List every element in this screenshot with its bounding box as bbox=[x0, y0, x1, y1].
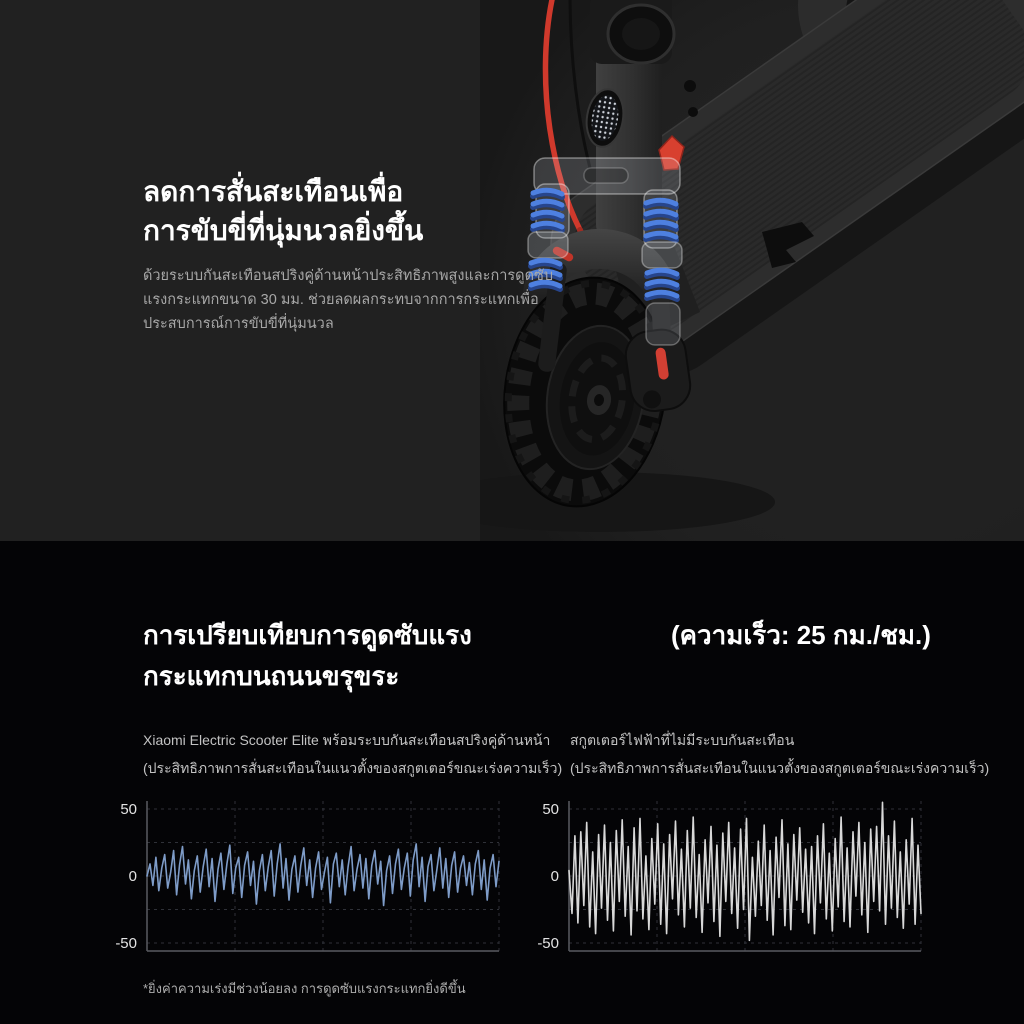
hero-body-line1: ด้วยระบบกันสะเทือนสปริงคู่ด้านหน้าประสิทธิภาพสูงและการดูดซับ bbox=[143, 268, 554, 284]
footnote: *ยิ่งค่าความเร่งมีช่วงน้อยลง การดูดซับแรงกระแทกยิ่งดีขึ้น bbox=[143, 981, 466, 996]
hero-body-line2: แรงกระแทกขนาด 30 มม. ช่วยลดผลกระทบจากการกระแทกเพื่อ bbox=[143, 292, 539, 308]
comparison-title-line2: กระแทกบนถนนขรุขระ bbox=[143, 661, 400, 691]
comparison-title-line1: การเปรียบเทียบการดูดซับแรง bbox=[143, 620, 472, 650]
svg-text:0: 0 bbox=[550, 868, 559, 885]
chart-caption-no-suspension bbox=[570, 726, 989, 782]
caption-line1: สกูตเตอร์ไฟฟ้าที่ไม่มีระบบกันสะเทือน bbox=[570, 732, 795, 748]
hero-body bbox=[143, 264, 563, 336]
caption-line1: Xiaomi Electric Scooter Elite พร้อมระบบกันสะเทือนสปริงคู่ด้านหน้า bbox=[143, 732, 551, 748]
svg-text:0: 0 bbox=[128, 868, 137, 885]
hero-text-block bbox=[143, 172, 563, 336]
hero-title-line2: การขับขี่ที่นุ่มนวลยิ่งขึ้น bbox=[143, 215, 424, 246]
svg-text:-50: -50 bbox=[115, 934, 137, 952]
caption-line2: (ประสิทธิภาพการสั่นสะเทือนในแนวตั้งของสกูตเตอร์ขณะเร่งความเร็ว) bbox=[570, 760, 990, 776]
svg-text:50: 50 bbox=[120, 801, 137, 819]
chart-caption-with-suspension bbox=[143, 726, 562, 782]
comparison-section bbox=[0, 541, 1024, 1024]
comparison-title bbox=[143, 615, 472, 697]
hero-body-line3: ประสบการณ์การขับขี่ที่นุ่มนวล bbox=[143, 316, 334, 332]
speed-label: (ความเร็ว: 25 กม./ชม.) bbox=[671, 620, 931, 650]
hero-title-line1: ลดการสั่นสะเทือนเพื่อ bbox=[143, 176, 404, 207]
caption-line2: (ประสิทธิภาพการสั่นสะเทือนในแนวตั้งของสกูตเตอร์ขณะเร่งความเร็ว) bbox=[143, 760, 563, 776]
svg-text:50: 50 bbox=[542, 801, 559, 819]
hero-title bbox=[143, 172, 563, 250]
vibration-chart-no-suspension bbox=[529, 794, 927, 958]
vibration-chart-with-suspension bbox=[107, 794, 505, 958]
svg-text:-50: -50 bbox=[537, 934, 559, 952]
